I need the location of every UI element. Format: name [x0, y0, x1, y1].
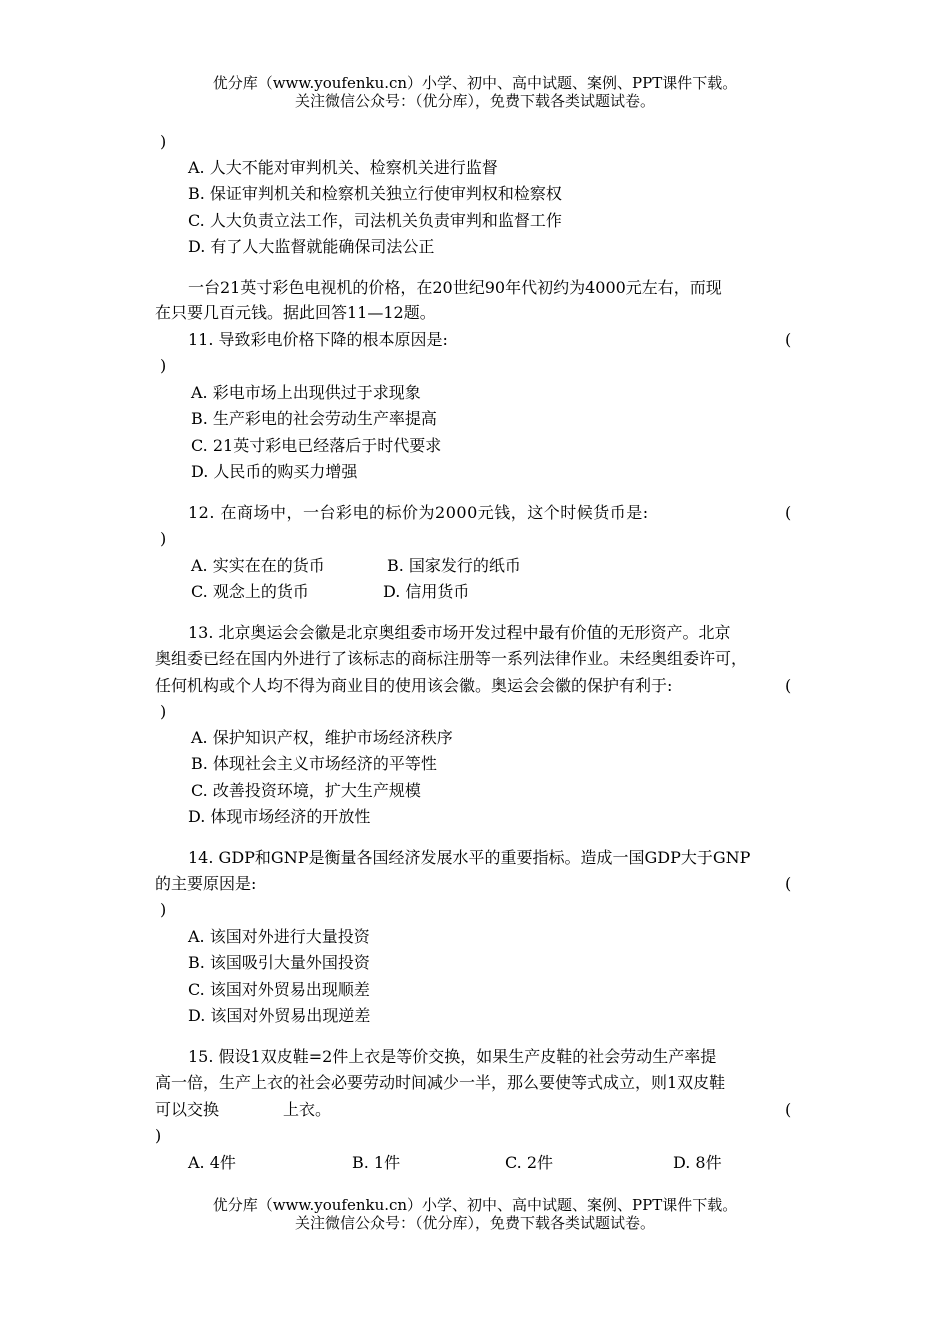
footer-line-2: 关注微信公众号：（优分库），免费下载各类试题试卷。	[294, 1214, 655, 1232]
close-paren: )	[160, 356, 167, 375]
option-a: A. 实实在在的货币	[191, 556, 325, 575]
question-line-2: 高一倍，生产上衣的社会必要劳动时间减少一半，那么要使等式成立，则1双皮鞋	[155, 1073, 726, 1092]
open-paren: (	[785, 503, 792, 522]
option-c: C. 2件	[505, 1153, 554, 1172]
option-c: C. 21英寸彩电已经落后于时代要求	[191, 436, 442, 455]
option-b: B. 体现社会主义市场经济的平等性	[191, 754, 437, 773]
option-d: D. 8件	[673, 1153, 722, 1172]
close-paren: )	[160, 529, 167, 548]
option-c: C. 该国对外贸易出现顺差	[188, 980, 370, 999]
option-c: C. 观念上的货币	[191, 582, 309, 601]
option-a: A. 人大不能对审判机关、检察机关进行监督	[188, 158, 498, 177]
close-paren: )	[160, 702, 167, 721]
option-d: D. 该国对外贸易出现逆差	[188, 1006, 371, 1025]
option-d: D. 体现市场经济的开放性	[188, 807, 371, 826]
option-a: A. 该国对外进行大量投资	[188, 927, 370, 946]
header-line-1: 优分库（www.youfenku.cn）小学、初中、高中试题、案例、PPT课件下载。	[212, 74, 738, 92]
page-header	[0, 74, 950, 110]
option-a: A. 4件	[188, 1153, 236, 1172]
question-line-3-end: 上衣。	[283, 1100, 332, 1119]
option-b: B. 1件	[352, 1153, 401, 1172]
option-c: C. 改善投资环境，扩大生产规模	[191, 781, 421, 800]
option-a: A. 彩电市场上出现供过于求现象	[191, 383, 421, 402]
footer-line-1: 优分库（www.youfenku.cn）小学、初中、高中试题、案例、PPT课件下载。	[212, 1196, 738, 1214]
open-paren: (	[785, 1100, 792, 1119]
question-stem: 11. 导致彩电价格下降的根本原因是:	[188, 330, 448, 349]
question-line-1: 13. 北京奥运会会徽是北京奥组委市场开发过程中最有价值的无形资产。北京	[188, 623, 731, 642]
option-b: B. 生产彩电的社会劳动生产率提高	[191, 409, 437, 428]
question-line-3-start: 可以交换	[155, 1100, 220, 1119]
option-b: B. 国家发行的纸币	[387, 556, 521, 575]
header-line-2: 关注微信公众号：（优分库），免费下载各类试题试卷。	[294, 92, 655, 110]
question-line-1: 15. 假设1双皮鞋=2件上衣是等价交换，如果生产皮鞋的社会劳动生产率提	[188, 1047, 717, 1066]
close-paren: )	[160, 900, 167, 919]
close-paren: )	[160, 132, 167, 151]
open-paren: (	[785, 330, 792, 349]
question-line-3: 任何机构或个人均不得为商业目的使用该会徽。奥运会会徽的保护有利于:	[155, 676, 673, 695]
passage-line-1: 一台21英寸彩色电视机的价格，在20世纪90年代初约为4000元左右，而现	[188, 278, 722, 297]
page-footer	[0, 1196, 950, 1232]
option-a: A. 保护知识产权，维护市场经济秩序	[191, 728, 453, 747]
question-stem: 12. 在商场中，一台彩电的标价为2000元钱，这个时候货币是:	[188, 503, 649, 522]
passage-line-2: 在只要几百元钱。据此回答11—12题。	[155, 303, 436, 322]
close-paren: )	[155, 1126, 162, 1145]
open-paren: (	[785, 676, 792, 695]
question-line-1: 14. GDP和GNP是衡量各国经济发展水平的重要指标。造成一国GDP大于GNP	[188, 848, 751, 867]
option-d: D. 有了人大监督就能确保司法公正	[188, 237, 435, 256]
option-c: C. 人大负责立法工作，司法机关负责审判和监督工作	[188, 211, 562, 230]
open-paren: (	[785, 874, 792, 893]
question-line-2: 的主要原因是:	[155, 874, 257, 893]
option-d: D. 信用货币	[383, 582, 470, 601]
option-b: B. 该国吸引大量外国投资	[188, 953, 370, 972]
option-b: B. 保证审判机关和检察机关独立行使审判权和检察权	[188, 184, 562, 203]
question-line-3	[155, 1100, 331, 1120]
question-line-2: 奥组委已经在国内外进行了该标志的商标注册等一系列法律作业。未经奥组委许可，	[155, 649, 748, 668]
option-d: D. 人民币的购买力增强	[191, 462, 358, 481]
